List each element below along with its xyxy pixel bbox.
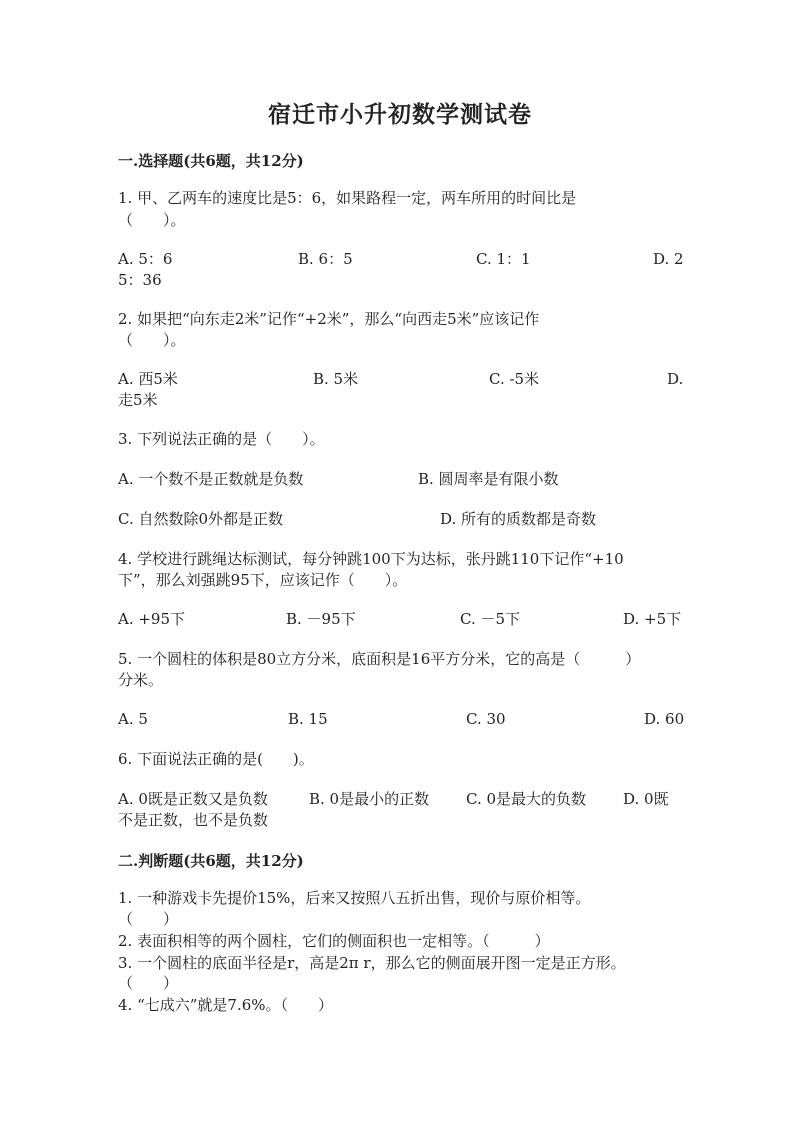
question-6-option-b[interactable]: B. 0是最小的正数	[309, 790, 430, 808]
question-4-text: 4. 学校进行跳绳达标测试，每分钟跳100下为达标，张丹跳110下记作“+10	[118, 550, 624, 568]
question-6-text: 6. 下面说法正确的是( )。	[118, 750, 314, 768]
question-2-option-a[interactable]: A. 西5米	[118, 370, 178, 388]
question-5-text-cont: 分米。	[118, 671, 164, 689]
question-5-option-d[interactable]: D. 60	[644, 710, 685, 728]
question-4-option-c[interactable]: C. －5下	[460, 610, 521, 628]
question-5-option-c[interactable]: C. 30	[466, 710, 506, 728]
question-6-option-a[interactable]: A. 0既是正数又是负数	[118, 790, 268, 808]
question-6-option-d-wrap: 不是正数，也不是负数	[118, 811, 269, 829]
question-4-option-b[interactable]: B. －95下	[286, 610, 356, 628]
question-6-option-d[interactable]: D. 0既	[623, 790, 669, 808]
question-6-option-c[interactable]: C. 0是最大的负数	[466, 790, 587, 808]
judgment-2-text: 2. 表面积相等的两个圆柱，它们的侧面积也一定相等。（ ）	[118, 932, 550, 950]
question-1-text: 1. 甲、乙两车的速度比是5：6，如果路程一定，两车所用的时间比是	[118, 189, 577, 207]
judgment-4-text: 4. “七成六”就是7.6%。（ ）	[118, 996, 334, 1014]
judgment-1-blank[interactable]: （ ）	[118, 910, 179, 928]
page-title: 宿迁市小升初数学测试卷	[268, 101, 532, 128]
question-4-option-d[interactable]: D. +5下	[623, 610, 682, 628]
question-5-option-a[interactable]: A. 5	[118, 710, 148, 728]
judgment-3-text: 3. 一个圆柱的底面半径是r，高是2π r，那么它的侧面展开图一定是正方形。	[118, 954, 626, 972]
question-4-text-cont: 下”，那么刘强跳95下，应该记作（ ）。	[118, 571, 408, 589]
question-2-option-b[interactable]: B. 5米	[313, 370, 359, 388]
question-4-option-a[interactable]: A. +95下	[118, 610, 186, 628]
question-2-option-c[interactable]: C. -5米	[489, 370, 540, 388]
question-1-option-d-wrap: 5：36	[118, 271, 162, 289]
question-3-option-c[interactable]: C. 自然数除0外都是正数	[118, 510, 284, 528]
question-2-option-d[interactable]: D.	[667, 370, 684, 388]
question-1-option-b[interactable]: B. 6：5	[298, 250, 353, 268]
question-5-text: 5. 一个圆柱的体积是80立方分米，底面积是16平方分米，它的高是（ ）	[118, 650, 641, 668]
question-1-option-c[interactable]: C. 1：1	[476, 250, 531, 268]
section-heading-choice: 一.选择题(共6题，共12分)	[118, 152, 304, 170]
question-3-option-a[interactable]: A. 一个数不是正数就是负数	[118, 470, 304, 488]
question-1-option-d[interactable]: D. 2	[653, 250, 684, 268]
judgment-3-blank[interactable]: （ ）	[118, 974, 179, 992]
question-3-text: 3. 下列说法正确的是（ ）。	[118, 430, 325, 448]
section-heading-judgment: 二.判断题(共6题，共12分)	[118, 852, 304, 870]
question-1-option-a[interactable]: A. 5：6	[118, 250, 173, 268]
question-3-option-d[interactable]: D. 所有的质数都是奇数	[440, 510, 597, 528]
question-5-option-b[interactable]: B. 15	[288, 710, 328, 728]
question-1-blank: （ ）。	[118, 211, 186, 229]
question-2-option-d-wrap: 走5米	[118, 391, 158, 409]
question-2-text: 2. 如果把“向东走2米”记作“+2米”，那么“向西走5米”应该记作	[118, 310, 540, 328]
question-3-option-b[interactable]: B. 圆周率是有限小数	[418, 470, 559, 488]
judgment-1-text: 1. 一种游戏卡先提价15%，后来又按照八五折出售，现价与原价相等。	[118, 889, 591, 907]
question-2-blank: （ ）。	[118, 331, 186, 349]
